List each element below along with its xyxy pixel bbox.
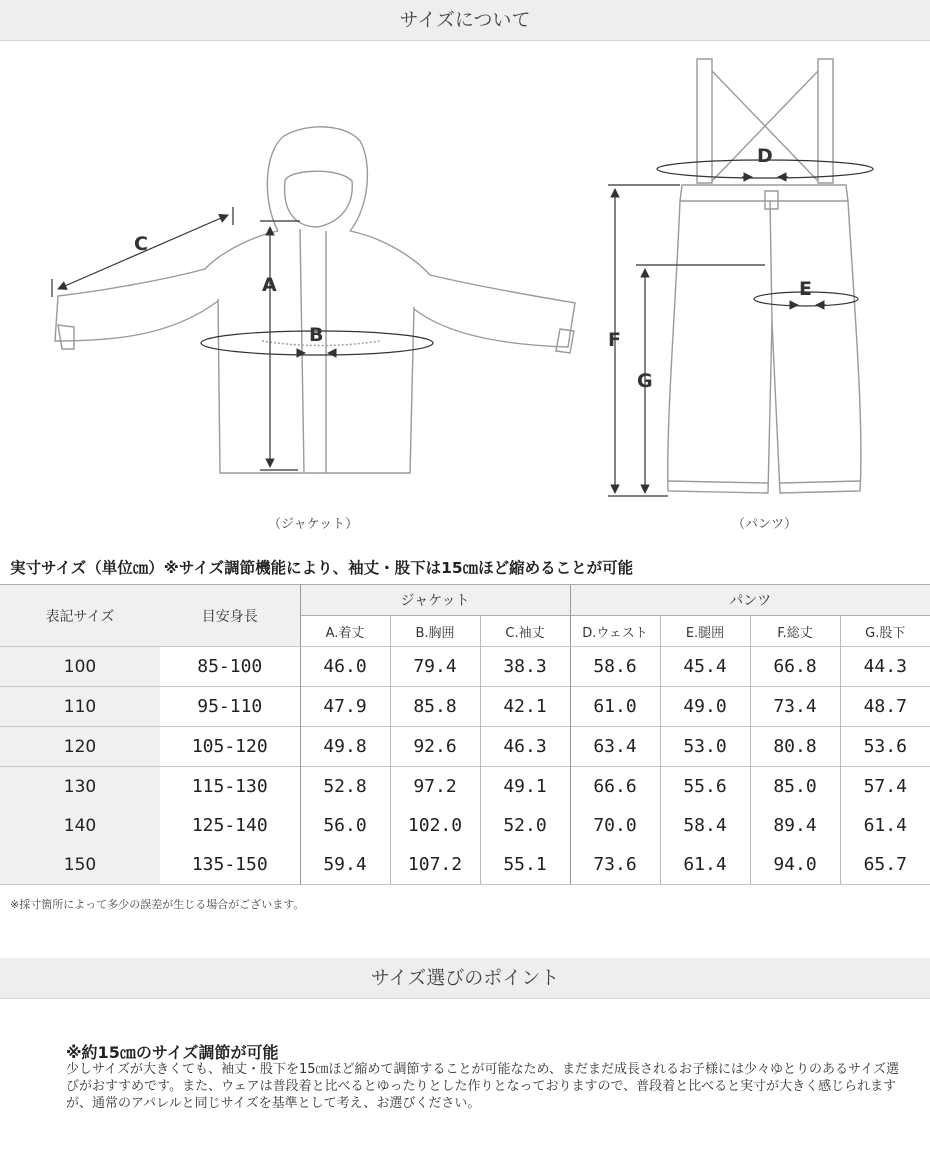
value-cell: 66.6 [570,767,660,807]
measurement-note: ※採寸箇所によって多少の誤差が生じる場合がございます。 [10,898,305,911]
subheader-e: E.腿囲 [660,616,750,647]
value-cell: 47.9 [300,687,390,727]
subheader-f: F.総丈 [750,616,840,647]
value-cell: 85.0 [750,767,840,807]
value-cell: 70.0 [570,806,660,845]
value-cell: 53.6 [840,727,930,767]
pants-illustration [668,59,861,493]
height-cell: 105-120 [191,736,268,757]
measurement-lines [52,160,873,496]
value-cell: 107.2 [390,845,480,885]
value-cell: 80.8 [750,727,840,767]
point-subtitle: ※約15㎝のサイズ調節が可能 [66,1043,279,1062]
value-cell: 79.4 [390,647,480,687]
value-cell: 45.4 [660,647,750,687]
height-cell: 135-150 [191,854,268,875]
value-cell: 52.8 [300,767,390,807]
jacket-caption: （ジャケット） [268,517,359,532]
value-cell: 58.4 [660,806,750,845]
value-cell: 57.4 [840,767,930,807]
label-b: B [309,324,324,346]
pants-caption: （パンツ） [732,517,798,532]
label-g: G [637,370,653,392]
size-cell: 150 [0,845,160,885]
value-cell: 55.1 [480,845,570,885]
section-header-size [0,0,930,41]
subheader-a: A.着丈 [300,616,390,647]
table-row [0,687,930,727]
table-row [0,647,930,687]
value-cell: 73.4 [750,687,840,727]
value-cell: 85.8 [390,687,480,727]
size-cell: 100 [0,647,160,687]
height-cell: 95-110 [197,696,263,717]
value-cell: 59.4 [300,845,390,885]
value-cell: 44.3 [840,647,930,687]
table-row [0,767,930,807]
label-e: E [799,278,812,300]
value-cell: 92.6 [390,727,480,767]
value-cell: 52.0 [480,806,570,845]
section-title: サイズについて [399,9,531,31]
value-cell: 42.1 [480,687,570,727]
value-cell: 89.4 [750,806,840,845]
header-size: 表記サイズ [0,585,160,647]
size-cell: 110 [0,687,160,727]
label-d: D [757,145,773,167]
size-diagram [0,41,930,551]
value-cell: 66.8 [750,647,840,687]
value-cell: 58.6 [570,647,660,687]
height-cell: 85-100 [197,656,263,677]
point-body: 少しサイズが大きくても、袖丈・股下を15㎝ほど縮めて調節することが可能なため、まだまだ成長されるお子様には少々ゆとりのあるサイズ選びがおすすめです。また、ウェアは普段着と比べるとゆったりとした作りとなっておりますので、普段着と比べると実寸が大きく感じられますが、通常のアパレルと同じサイズを基準として考え、お選びください。 [66,1062,899,1111]
label-c: C [134,233,148,255]
table-title: 実寸サイズ（単位㎝）※サイズ調節機能により、袖丈・股下は15㎝ほど縮めることが可能 [10,559,634,577]
value-cell: 97.2 [390,767,480,807]
label-f: F [608,329,621,351]
label-a: A [262,274,277,296]
value-cell: 61.4 [840,806,930,845]
size-cell: 130 [0,767,160,807]
header-height: 目安身長 [160,585,300,647]
subheader-c: C.袖丈 [480,616,570,647]
value-cell: 61.0 [570,687,660,727]
value-cell: 65.7 [840,845,930,885]
table-row [0,727,930,767]
subheader-d: D.ウェスト [570,616,660,647]
value-cell: 46.0 [300,647,390,687]
size-cell: 140 [0,806,160,845]
value-cell: 61.4 [660,845,750,885]
value-cell: 49.1 [480,767,570,807]
value-cell: 56.0 [300,806,390,845]
value-cell: 55.6 [660,767,750,807]
height-cell: 115-130 [191,776,268,797]
jacket-illustration [55,127,575,473]
value-cell: 46.3 [480,727,570,767]
header-jacket: ジャケット [300,585,570,616]
value-cell: 63.4 [570,727,660,767]
value-cell: 53.0 [660,727,750,767]
section-title: サイズ選びのポイント [370,967,560,989]
table-row [0,806,930,845]
size-table [0,584,930,885]
value-cell: 49.0 [660,687,750,727]
subheader-b: B.胸囲 [390,616,480,647]
section-header-points [0,958,930,999]
value-cell: 49.8 [300,727,390,767]
value-cell: 102.0 [390,806,480,845]
value-cell: 38.3 [480,647,570,687]
value-cell: 94.0 [750,845,840,885]
header-pants: パンツ [570,585,930,616]
table-row [0,845,930,885]
size-cell: 120 [0,727,160,767]
subheader-g: G.股下 [840,616,930,647]
value-cell: 48.7 [840,687,930,727]
value-cell: 73.6 [570,845,660,885]
height-cell: 125-140 [191,815,268,836]
